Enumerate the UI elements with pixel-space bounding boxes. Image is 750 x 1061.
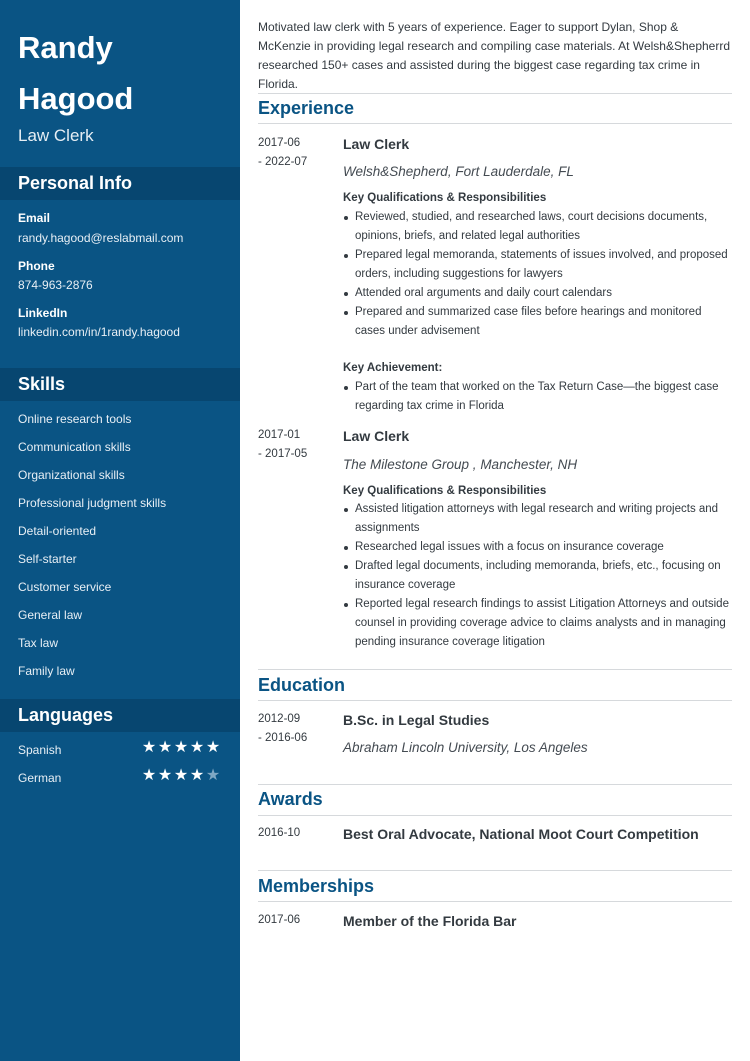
candidate-title: Law Clerk (18, 126, 94, 145)
star-filled-icon: ★ (173, 767, 189, 784)
language-name: Spanish (18, 743, 62, 757)
list-item: Prepared legal memoranda, statements of issues involved, and proposed orders, including suggestions for lawyers (343, 246, 733, 284)
list-item: Attended oral arguments and daily court calendars (343, 284, 733, 303)
list-item: Drafted legal documents, including memoranda, briefs, etc., focusing on insurance coverage (343, 557, 733, 595)
star-filled-icon: ★ (157, 739, 173, 756)
responsibilities-list (343, 208, 733, 341)
job-dates (258, 426, 328, 464)
degree-title: B.Sc. in Legal Studies (343, 712, 490, 728)
divider (258, 815, 732, 816)
sidebar (0, 0, 240, 1061)
memberships-heading: Memberships (258, 876, 375, 896)
skill-item: Online research tools (18, 412, 132, 426)
date-end: - 2017-05 (258, 448, 308, 460)
date-start: 2012-09 (258, 713, 301, 725)
skill-item: Customer service (18, 580, 112, 594)
job-role: Law Clerk (343, 136, 410, 152)
membership-title: Member of the Florida Bar (343, 913, 517, 929)
award-title: Best Oral Advocate, National Moot Court Competition (343, 826, 699, 842)
skill-item: Detail-oriented (18, 524, 97, 538)
linkedin-value[interactable]: linkedin.com/in/1randy.hagood (18, 325, 180, 339)
star-filled-icon: ★ (141, 739, 157, 756)
education-dates (258, 710, 328, 748)
date-start: 2017-06 (258, 137, 301, 149)
linkedin-label: LinkedIn (18, 306, 68, 320)
candidate-name (18, 22, 228, 124)
skill-item: Communication skills (18, 440, 131, 454)
language-rating (141, 740, 221, 756)
responsibilities-list (343, 500, 733, 652)
divider (258, 700, 732, 701)
achievement-heading: Key Achievement: (343, 362, 443, 374)
award-date: 2016-10 (258, 827, 301, 839)
job-dates (258, 134, 328, 172)
skill-item: Organizational skills (18, 468, 125, 482)
divider (258, 123, 732, 124)
skill-item: Professional judgment skills (18, 496, 167, 510)
list-item: Reported legal research findings to assist Litigation Attorneys and outside counsel in providing coverage advice to claims analysts and in managing pending insurance coverage litigation (343, 595, 733, 652)
star-empty-icon: ★ (205, 767, 221, 784)
email-label: Email (18, 211, 51, 225)
star-filled-icon: ★ (173, 739, 189, 756)
star-filled-icon: ★ (205, 739, 221, 756)
personal-info-heading: Personal Info (0, 167, 240, 200)
skill-item: General law (18, 608, 83, 622)
date-end: - 2022-07 (258, 156, 308, 168)
divider (258, 901, 732, 902)
star-filled-icon: ★ (189, 739, 205, 756)
list-item: Researched legal issues with a focus on insurance coverage (343, 538, 733, 557)
language-name: German (18, 771, 62, 785)
achievements-list (343, 378, 733, 416)
first-name: Randy (18, 30, 113, 65)
skill-item: Self-starter (18, 552, 77, 566)
phone-value[interactable]: 874-963-2876 (18, 278, 93, 292)
divider (258, 784, 732, 785)
job-organization: Welsh&Shepherd, Fort Lauderdale, FL (343, 164, 574, 179)
divider (258, 93, 732, 94)
education-heading: Education (258, 675, 346, 695)
job-role: Law Clerk (343, 428, 410, 444)
email-value[interactable]: randy.hagood@reslabmail.com (18, 231, 184, 245)
date-end: - 2016-06 (258, 732, 308, 744)
last-name: Hagood (18, 81, 134, 116)
summary-text: Motivated law clerk with 5 years of experience. Eager to support Dylan, Shop & McKenzie in providing legal research and compiling case materials. At Welsh&Shepherrd researched 150+ cases and assisted during the biggest case regarding tax crime in Florida. (258, 20, 731, 91)
skill-item: Family law (18, 664, 75, 678)
star-filled-icon: ★ (141, 767, 157, 784)
skills-heading: Skills (0, 368, 240, 401)
list-item: Part of the team that worked on the Tax Return Case—the biggest case regarding tax crime in Florida (343, 378, 733, 416)
awards-heading: Awards (258, 789, 323, 809)
list-item: Reviewed, studied, and researched laws, court decisions documents, opinions, briefs, and related legal authorities (343, 208, 733, 246)
date-start: 2017-01 (258, 429, 301, 441)
school-name: Abraham Lincoln University, Los Angeles (343, 740, 588, 755)
divider (258, 669, 732, 670)
star-filled-icon: ★ (189, 767, 205, 784)
skill-item: Tax law (18, 636, 59, 650)
list-item: Prepared and summarized case files before hearings and monitored cases under advisement (343, 303, 733, 341)
qualifications-heading: Key Qualifications & Responsibilities (343, 192, 547, 204)
membership-date: 2017-06 (258, 914, 301, 926)
list-item: Assisted litigation attorneys with legal research and writing projects and assignments (343, 500, 733, 538)
job-organization: The Milestone Group , Manchester, NH (343, 457, 578, 472)
star-filled-icon: ★ (157, 767, 173, 784)
experience-heading: Experience (258, 98, 355, 118)
divider (258, 870, 732, 871)
languages-heading: Languages (0, 699, 240, 732)
language-rating (141, 768, 221, 784)
phone-label: Phone (18, 259, 55, 273)
qualifications-heading: Key Qualifications & Responsibilities (343, 485, 547, 497)
